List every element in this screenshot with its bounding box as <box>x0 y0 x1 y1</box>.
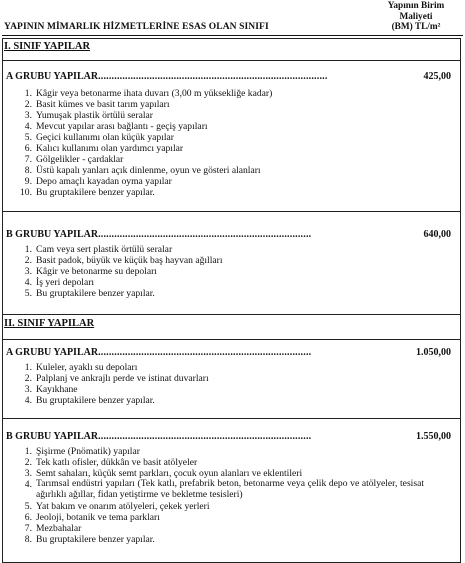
class-1-title-rule <box>2 60 461 61</box>
list-item: 4. Tarımsal endüstri yapıları (Tek katlı, prefabrik beton, betonarme veya çelik depo ve atölyeler, tesisat ağırlıklı ağıllar, fidan yetiştirme ve bekletme tesisleri) <box>24 478 424 500</box>
list-item: 3. Kâgir ve betonarme su depoları <box>24 266 157 277</box>
cost-title-line-3: (BM) TL/m² <box>391 22 441 32</box>
cost-column-title <box>371 1 461 33</box>
list-item: 5. Geçici kullanımı olan küçük yapılar <box>24 132 174 143</box>
unit-cost: 425,00 <box>423 71 451 82</box>
group-label: B GRUBU YAPILAR <box>6 229 99 240</box>
leader-dots: ............................................................................... <box>98 347 312 358</box>
list-item: 3. Semt sahaları, küçük semt parkları, çocuk oyun alanları ve eklentileri <box>24 468 303 479</box>
list-item: 4. Mevcut yapılar arası bağlantı - geçiş yapıları <box>24 121 208 132</box>
list-item: 7. Gölgelikler - çardaklar <box>24 154 124 165</box>
list-item: 4. Bu gruptakilere benzer yapılar. <box>24 395 155 406</box>
class-2-group-a-heading <box>6 347 457 358</box>
list-item: 2. Palplanj ve ankrajlı perde ve istinat duvarları <box>24 373 209 384</box>
unit-cost: 640,00 <box>423 229 451 240</box>
list-item: 5. Yat bakım ve onarım atölyeleri, çekek yerleri <box>24 500 210 512</box>
list-item: 10. Bu gruptakilere benzer yapılar. <box>20 187 155 198</box>
list-item: 6. Kalıcı kullanımı olan yardımcı yapılar <box>24 143 184 154</box>
table-header <box>0 0 465 36</box>
class-2-group-b-heading <box>6 431 457 442</box>
class-1-group-a-list <box>0 88 459 198</box>
cost-title-line-1: Yapının Birim <box>387 1 445 11</box>
class-1-title: I. SINIF YAPILAR <box>4 41 91 52</box>
list-item: 3. Yumuşak plastik örtülü seralar <box>24 110 153 121</box>
list-item: 9. Depo amaçlı kayadan oyma yapılar <box>24 176 172 187</box>
unit-cost: 1.550,00 <box>416 431 451 442</box>
list-item: 5. Bu gruptakilere benzer yapılar. <box>24 288 155 299</box>
class-2-title: II. SINIF YAPILAR <box>4 318 95 329</box>
list-item: 4. İş yeri depoları <box>24 277 95 288</box>
list-item: 1. Kâgir veya betonarme ihata duvarı (3,00 m yüksekliğe kadar) <box>24 88 273 99</box>
column-title: YAPININ MİMARLIK HİZMETLERİNE ESAS OLAN SINIFI <box>4 22 269 32</box>
leader-dots: ............................................................................... <box>98 431 312 442</box>
group-label: A GRUBU YAPILAR <box>6 347 99 358</box>
group-divider <box>2 418 461 419</box>
list-item: 2. Basit padok, büyük ve küçük baş hayvan ağılları <box>24 255 223 266</box>
list-item: 8. Üstü kapalı yanları açık dinlenme, oyun ve gösteri alanları <box>24 165 261 176</box>
header-rule <box>2 35 463 36</box>
list-item: 7. Mezbahalar <box>24 522 82 534</box>
class-1-group-b-heading <box>6 229 457 240</box>
group-divider <box>2 211 461 212</box>
class-2-title-rule <box>2 339 461 340</box>
list-item: 2. Tek katlı ofisler, dükkân ve basit atölyeler <box>24 457 198 468</box>
cost-title-line-2: Maliyeti <box>399 11 433 22</box>
group-label: A GRUBU YAPILAR <box>6 71 99 82</box>
list-item: 1. Cam veya sert plastik örtülü seralar <box>24 244 173 255</box>
class-1-group-a-heading <box>6 71 457 82</box>
group-label: B GRUBU YAPILAR <box>6 431 99 442</box>
list-item: 1. Şişirme (Pnömatik) yapılar <box>24 446 140 457</box>
list-item: 6. Jeoloji, botanik ve tema parkları <box>24 511 160 523</box>
class-2-group-b-list <box>0 446 459 545</box>
unit-cost: 1.050,00 <box>416 347 451 358</box>
leader-dots: ............................................................................... <box>98 229 312 240</box>
list-item: 1. Kuleler, ayaklı su depoları <box>24 362 138 373</box>
leader-dots: ..................................................................................... <box>98 71 328 82</box>
list-item: 3. Kayıkhane <box>24 384 78 395</box>
class-2-group-a-list <box>0 362 459 406</box>
list-item: 8. Bu gruptakilere benzer yapılar. <box>24 533 155 545</box>
list-item: 2. Basit kümes ve basit tarım yapıları <box>24 99 170 110</box>
class-1-group-b-list <box>0 244 459 299</box>
